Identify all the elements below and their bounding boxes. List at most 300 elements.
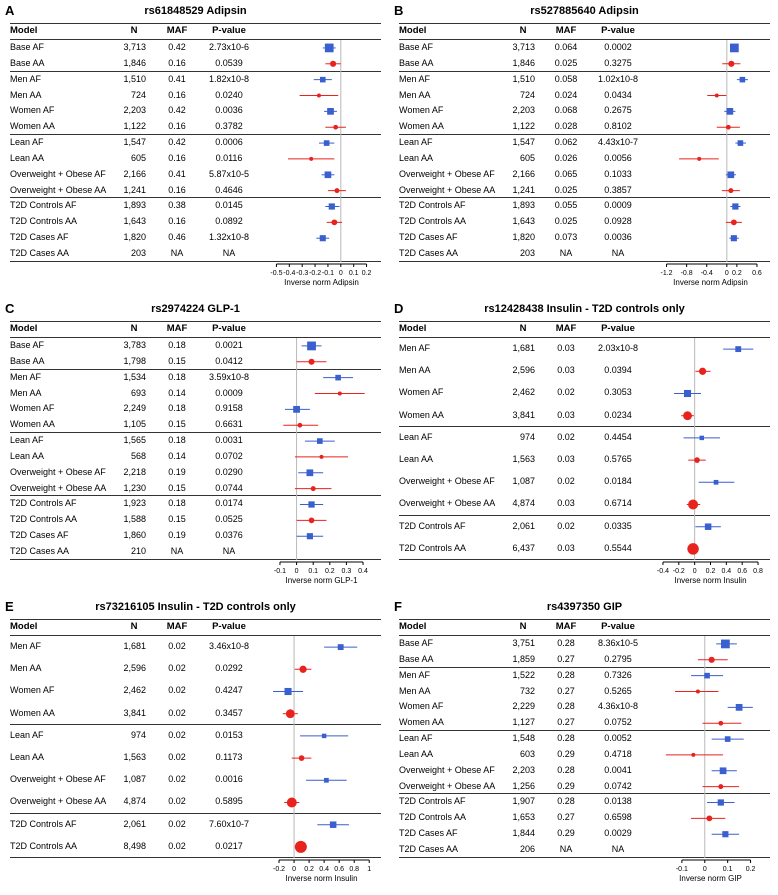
panel-letter: D bbox=[394, 301, 404, 316]
plot-spacer bbox=[651, 493, 770, 514]
model-cell: T2D Controls AF bbox=[10, 818, 77, 829]
plot-spacer bbox=[651, 538, 770, 559]
model-cell: Overweight + Obese AF bbox=[399, 168, 495, 179]
panel-title: rs2974224 GLP-1 bbox=[151, 303, 240, 315]
model-cell: Overweight + Obese AF bbox=[399, 476, 495, 487]
model-cell: Men AA bbox=[399, 365, 431, 376]
p-cell: 0.0434 bbox=[604, 89, 632, 100]
x-tick-label: 0.4 bbox=[319, 866, 329, 873]
n-cell: 1,510 bbox=[512, 73, 535, 84]
p-cell: 0.3053 bbox=[604, 387, 632, 398]
column-header-p-value: P-value bbox=[212, 25, 246, 36]
panel-title: rs73216105 Insulin - T2D controls only bbox=[95, 601, 296, 613]
model-cell: Base AF bbox=[10, 340, 45, 350]
column-header-p-value: P-value bbox=[601, 25, 635, 36]
x-tick-label: 0.2 bbox=[705, 568, 716, 575]
n-cell: 1,907 bbox=[512, 796, 535, 807]
model-cell: T2D Controls AA bbox=[10, 840, 78, 851]
plot-spacer bbox=[651, 135, 770, 150]
model-cell: T2D Controls AF bbox=[399, 796, 466, 807]
maf-cell: NA bbox=[559, 843, 573, 854]
table-row bbox=[10, 214, 381, 230]
plot-spacer bbox=[262, 528, 381, 543]
n-cell: 1,547 bbox=[123, 137, 146, 148]
table-row bbox=[10, 836, 381, 858]
n-cell: 1,643 bbox=[512, 216, 535, 227]
table-row bbox=[399, 684, 770, 700]
n-cell: 1,846 bbox=[123, 57, 146, 68]
table-row bbox=[399, 779, 770, 795]
column-header-n: N bbox=[130, 323, 138, 334]
n-cell: 1,588 bbox=[123, 514, 146, 525]
plot-spacer bbox=[651, 24, 770, 39]
model-cell: Women AF bbox=[10, 685, 55, 696]
model-cell: Overweight + Obese AF bbox=[10, 168, 106, 179]
maf-cell: 0.058 bbox=[554, 73, 578, 84]
plot-spacer bbox=[262, 246, 381, 261]
plot-spacer bbox=[262, 119, 381, 134]
x-tick-label: 0.6 bbox=[334, 866, 345, 873]
n-cell: 724 bbox=[519, 89, 535, 100]
x-axis-title: Inverse norm Adipsin bbox=[673, 278, 748, 287]
model-cell: T2D Controls AA bbox=[399, 542, 467, 553]
p-cell: NA bbox=[222, 247, 236, 258]
p-cell: 0.0752 bbox=[604, 717, 632, 728]
maf-cell: 0.03 bbox=[557, 365, 575, 376]
model-cell: Women AF bbox=[10, 105, 55, 116]
maf-cell: 0.02 bbox=[168, 729, 186, 740]
column-header-model: Model bbox=[399, 621, 427, 632]
n-cell: 1,563 bbox=[512, 453, 535, 464]
column-header-n: N bbox=[519, 25, 527, 36]
table-row bbox=[10, 119, 381, 135]
plot-spacer bbox=[651, 731, 770, 746]
x-tick-label: 0 bbox=[692, 568, 697, 575]
p-cell: 0.0031 bbox=[215, 435, 243, 446]
table-row bbox=[399, 72, 770, 88]
column-header-model: Model bbox=[10, 25, 38, 36]
n-cell: 2,462 bbox=[123, 685, 146, 696]
maf-cell: 0.02 bbox=[557, 387, 575, 398]
table-row bbox=[399, 810, 770, 826]
panel-content bbox=[399, 321, 770, 594]
n-cell: 2,061 bbox=[512, 520, 535, 531]
column-header-p-value: P-value bbox=[212, 621, 246, 632]
n-cell: 2,218 bbox=[123, 466, 146, 477]
model-cell: Men AA bbox=[399, 685, 431, 696]
plot-spacer bbox=[651, 382, 770, 403]
maf-cell: 0.27 bbox=[557, 812, 575, 823]
table-row bbox=[10, 135, 381, 151]
plot-spacer bbox=[262, 135, 381, 150]
maf-cell: 0.16 bbox=[168, 121, 186, 132]
plot-spacer bbox=[651, 826, 770, 841]
maf-cell: 0.28 bbox=[557, 701, 575, 712]
plot-spacer bbox=[651, 747, 770, 762]
maf-cell: 0.068 bbox=[554, 105, 578, 116]
n-cell: 1,643 bbox=[123, 216, 146, 227]
x-tick-label: 0.2 bbox=[361, 270, 372, 277]
p-cell: 5.87x10-5 bbox=[208, 168, 250, 179]
table-row bbox=[399, 747, 770, 763]
p-cell: 0.4718 bbox=[604, 748, 632, 759]
n-cell: 1,565 bbox=[123, 435, 146, 446]
plot-spacer bbox=[262, 703, 381, 724]
x-tick-label: 1 bbox=[367, 866, 372, 873]
model-cell: T2D Cases AF bbox=[399, 232, 458, 243]
axis-space bbox=[10, 858, 381, 892]
p-cell: 0.7326 bbox=[604, 669, 632, 680]
table-header-row bbox=[399, 23, 770, 40]
p-cell: 0.4454 bbox=[604, 431, 632, 442]
plot-spacer bbox=[651, 620, 770, 635]
plot-spacer bbox=[262, 836, 381, 857]
model-cell: Men AA bbox=[10, 89, 42, 100]
n-cell: 732 bbox=[519, 685, 535, 696]
plot-spacer bbox=[262, 40, 381, 55]
n-cell: 2,203 bbox=[512, 764, 535, 775]
maf-cell: 0.28 bbox=[557, 669, 575, 680]
p-cell: 0.0056 bbox=[604, 152, 632, 163]
maf-cell: 0.41 bbox=[168, 168, 186, 179]
p-cell: 0.0016 bbox=[215, 774, 243, 785]
model-cell: Overweight + Obese AA bbox=[399, 780, 496, 791]
x-tick-label: -0.1 bbox=[675, 866, 688, 873]
panel-head bbox=[394, 3, 770, 23]
n-cell: 3,713 bbox=[123, 42, 146, 52]
x-tick-label: -0.1 bbox=[273, 568, 286, 575]
panel-head bbox=[5, 301, 381, 321]
x-tick-label: 0.8 bbox=[753, 568, 763, 575]
plot-spacer bbox=[262, 198, 381, 213]
x-tick-label: -0.4 bbox=[700, 270, 713, 277]
model-cell: Women AA bbox=[10, 707, 55, 718]
table-row bbox=[399, 167, 770, 183]
plot-spacer bbox=[262, 769, 381, 790]
table-row bbox=[399, 246, 770, 262]
model-cell: Base AF bbox=[399, 638, 434, 648]
model-cell: Lean AA bbox=[10, 450, 45, 461]
model-cell: Overweight + Obese AA bbox=[399, 498, 496, 509]
table-row bbox=[10, 747, 381, 769]
x-axis-title: Inverse norm Insulin bbox=[285, 874, 358, 883]
x-tick-label: -0.5 bbox=[270, 270, 283, 277]
plot-spacer bbox=[651, 516, 770, 537]
table-row bbox=[10, 401, 381, 417]
axis-space bbox=[399, 858, 770, 892]
plot-spacer bbox=[262, 449, 381, 464]
model-cell: T2D Cases AA bbox=[10, 247, 70, 258]
table-row bbox=[399, 668, 770, 684]
plot-spacer bbox=[262, 747, 381, 768]
x-axis-title: Inverse norm GLP-1 bbox=[285, 576, 358, 585]
maf-cell: 0.025 bbox=[554, 184, 578, 195]
plot-spacer bbox=[651, 763, 770, 778]
maf-cell: 0.073 bbox=[554, 232, 578, 243]
maf-cell: 0.062 bbox=[554, 137, 578, 148]
p-cell: 0.0184 bbox=[604, 476, 632, 487]
maf-cell: 0.028 bbox=[554, 121, 578, 132]
table-header-row bbox=[399, 321, 770, 338]
plot-spacer bbox=[651, 405, 770, 426]
p-cell: 0.0928 bbox=[604, 216, 632, 227]
panel-head bbox=[394, 301, 770, 321]
p-cell: 0.3782 bbox=[215, 121, 243, 132]
p-cell: 2.03x10-8 bbox=[597, 343, 639, 353]
x-tick-label: -0.2 bbox=[672, 568, 685, 575]
x-tick-label: -0.4 bbox=[283, 270, 296, 277]
plot-spacer bbox=[262, 354, 381, 369]
panel-content bbox=[399, 619, 770, 892]
x-tick-label: 0 bbox=[292, 866, 297, 873]
p-cell: NA bbox=[611, 843, 625, 854]
p-cell: 0.0240 bbox=[215, 89, 243, 100]
n-cell: 1,127 bbox=[512, 717, 535, 728]
plot-spacer bbox=[262, 433, 381, 448]
maf-cell: 0.29 bbox=[557, 748, 575, 759]
plot-spacer bbox=[262, 322, 381, 337]
table-row bbox=[399, 56, 770, 72]
maf-cell: 0.28 bbox=[557, 733, 575, 744]
table-row bbox=[399, 119, 770, 135]
model-cell: Lean AA bbox=[399, 748, 434, 759]
x-tick-label: 0.3 bbox=[341, 568, 352, 575]
maf-cell: 0.42 bbox=[168, 137, 186, 148]
p-cell: 0.0892 bbox=[215, 216, 243, 227]
model-cell: Lean AA bbox=[399, 152, 434, 163]
p-cell: 0.1033 bbox=[604, 168, 632, 179]
n-cell: 1,547 bbox=[512, 137, 535, 148]
table-row bbox=[399, 427, 770, 449]
model-cell: Men AF bbox=[399, 73, 431, 84]
x-tick-label: 0.1 bbox=[308, 568, 319, 575]
plot-spacer bbox=[262, 88, 381, 103]
p-cell: 0.9158 bbox=[215, 403, 243, 414]
plot-spacer bbox=[651, 715, 770, 730]
model-cell: Men AA bbox=[10, 663, 42, 674]
maf-cell: 0.026 bbox=[554, 152, 578, 163]
table-row bbox=[399, 183, 770, 199]
model-cell: Women AA bbox=[10, 419, 55, 430]
plot-spacer bbox=[651, 167, 770, 182]
x-tick-label: -0.3 bbox=[296, 270, 309, 277]
plot-spacer bbox=[651, 40, 770, 55]
maf-cell: 0.02 bbox=[168, 751, 186, 762]
plot-spacer bbox=[262, 814, 381, 835]
n-cell: 6,437 bbox=[512, 542, 535, 553]
p-cell: 0.0041 bbox=[604, 764, 632, 775]
p-cell: 0.4247 bbox=[215, 685, 243, 696]
x-tick-label: 0 bbox=[724, 270, 729, 277]
maf-cell: NA bbox=[170, 545, 184, 556]
plot-spacer bbox=[262, 658, 381, 679]
model-cell: Men AA bbox=[399, 89, 431, 100]
column-header-maf: MAF bbox=[555, 323, 577, 334]
plot-spacer bbox=[651, 652, 770, 667]
plot-spacer bbox=[651, 72, 770, 87]
panel-title: rs4397350 GIP bbox=[546, 601, 623, 613]
plot-spacer bbox=[651, 88, 770, 103]
axis-space bbox=[399, 262, 770, 296]
model-cell: Men AF bbox=[399, 343, 431, 353]
plot-spacer bbox=[262, 481, 381, 496]
table-row bbox=[10, 433, 381, 449]
model-cell: Lean AF bbox=[399, 137, 433, 148]
p-cell: 0.0292 bbox=[215, 663, 243, 674]
p-cell: 0.0217 bbox=[215, 840, 243, 851]
table-row bbox=[10, 72, 381, 88]
model-cell: Overweight + Obese AF bbox=[10, 466, 106, 477]
model-cell: Overweight + Obese AA bbox=[10, 796, 107, 807]
panel-b bbox=[389, 0, 778, 298]
p-cell: 1.32x10-8 bbox=[208, 232, 250, 243]
maf-cell: 0.27 bbox=[557, 717, 575, 728]
maf-cell: 0.27 bbox=[557, 685, 575, 696]
plot-spacer bbox=[651, 449, 770, 470]
plot-spacer bbox=[651, 471, 770, 492]
plot-spacer bbox=[651, 668, 770, 683]
table-row bbox=[10, 103, 381, 119]
panel-f bbox=[389, 596, 778, 895]
model-cell: Base AF bbox=[399, 42, 434, 52]
column-header-maf: MAF bbox=[555, 25, 577, 36]
maf-cell: 0.065 bbox=[554, 168, 578, 179]
p-cell: 0.0021 bbox=[215, 340, 243, 350]
column-header-n: N bbox=[130, 621, 138, 632]
panel-title: rs12428438 Insulin - T2D controls only bbox=[484, 303, 685, 315]
table-row bbox=[399, 103, 770, 119]
plot-spacer bbox=[262, 401, 381, 416]
plot-spacer bbox=[262, 544, 381, 559]
table-row bbox=[399, 731, 770, 747]
p-cell: 0.2795 bbox=[604, 653, 632, 664]
panel-head bbox=[5, 3, 381, 23]
maf-cell: 0.28 bbox=[557, 796, 575, 807]
table-row bbox=[10, 703, 381, 725]
n-cell: 3,751 bbox=[512, 638, 535, 648]
n-cell: 206 bbox=[519, 843, 535, 854]
n-cell: 974 bbox=[130, 729, 146, 740]
table-row bbox=[10, 183, 381, 199]
x-tick-label: 0.2 bbox=[745, 866, 756, 873]
plot-spacer bbox=[651, 699, 770, 714]
maf-cell: 0.064 bbox=[554, 42, 578, 52]
maf-cell: 0.18 bbox=[168, 340, 186, 350]
model-cell: Women AF bbox=[10, 403, 55, 414]
plot-spacer bbox=[651, 794, 770, 809]
p-cell: 0.0702 bbox=[215, 450, 243, 461]
plot-spacer bbox=[262, 72, 381, 87]
maf-cell: 0.28 bbox=[557, 638, 575, 648]
n-cell: 1,681 bbox=[123, 641, 146, 651]
plot-spacer bbox=[651, 684, 770, 699]
maf-cell: 0.46 bbox=[168, 232, 186, 243]
column-header-model: Model bbox=[10, 621, 38, 632]
n-cell: 724 bbox=[130, 89, 146, 100]
panel-content bbox=[10, 321, 381, 594]
n-cell: 1,893 bbox=[123, 200, 146, 211]
table-row bbox=[399, 652, 770, 668]
n-cell: 4,874 bbox=[123, 796, 146, 807]
model-cell: Lean AA bbox=[10, 751, 45, 762]
n-cell: 4,874 bbox=[512, 498, 535, 509]
maf-cell: 0.14 bbox=[168, 450, 186, 461]
p-cell: 2.73x10-6 bbox=[208, 42, 250, 52]
plot-spacer bbox=[651, 360, 770, 381]
table-row bbox=[10, 496, 381, 512]
model-cell: Lean AF bbox=[10, 137, 44, 148]
table-row bbox=[10, 198, 381, 214]
model-cell: Women AA bbox=[10, 121, 55, 132]
table-row bbox=[399, 763, 770, 779]
p-cell: 0.0290 bbox=[215, 466, 243, 477]
maf-cell: 0.03 bbox=[557, 453, 575, 464]
n-cell: 3,841 bbox=[512, 409, 535, 420]
n-cell: 1,681 bbox=[512, 343, 535, 353]
p-cell: 7.60x10-7 bbox=[208, 818, 250, 829]
table-row bbox=[10, 230, 381, 246]
table-row bbox=[10, 167, 381, 183]
panel-a bbox=[0, 0, 389, 298]
table-row bbox=[10, 544, 381, 560]
table-row bbox=[10, 449, 381, 465]
table-row bbox=[399, 405, 770, 427]
plot-spacer bbox=[651, 842, 770, 857]
n-cell: 1,087 bbox=[123, 774, 146, 785]
panel-c bbox=[0, 298, 389, 596]
n-cell: 3,713 bbox=[512, 42, 535, 52]
table-row bbox=[399, 338, 770, 360]
plot-spacer bbox=[651, 246, 770, 261]
maf-cell: 0.02 bbox=[557, 431, 575, 442]
plot-spacer bbox=[651, 119, 770, 134]
x-tick-label: 0.2 bbox=[304, 866, 314, 873]
p-cell: 0.0009 bbox=[604, 200, 632, 211]
n-cell: 210 bbox=[130, 545, 146, 556]
model-cell: Women AF bbox=[399, 105, 444, 116]
model-cell: Men AF bbox=[10, 641, 42, 651]
maf-cell: 0.02 bbox=[168, 840, 186, 851]
maf-cell: 0.03 bbox=[557, 498, 575, 509]
n-cell: 1,844 bbox=[512, 828, 535, 839]
p-cell: 0.0052 bbox=[604, 733, 632, 744]
p-cell: 0.0174 bbox=[215, 498, 243, 509]
table-row bbox=[399, 699, 770, 715]
p-cell: 0.0138 bbox=[604, 796, 632, 807]
p-cell: 0.4646 bbox=[215, 184, 243, 195]
table-row bbox=[10, 791, 381, 813]
column-header-model: Model bbox=[399, 25, 427, 36]
model-cell: T2D Cases AA bbox=[10, 545, 70, 556]
p-cell: 0.1173 bbox=[215, 751, 243, 762]
model-cell: Overweight + Obese AA bbox=[10, 184, 107, 195]
maf-cell: 0.16 bbox=[168, 152, 186, 163]
x-axis-title: Inverse norm Insulin bbox=[674, 576, 747, 585]
table-row bbox=[10, 417, 381, 433]
n-cell: 1,923 bbox=[123, 498, 146, 509]
p-cell: 8.36x10-5 bbox=[597, 638, 639, 648]
n-cell: 1,846 bbox=[512, 57, 535, 68]
x-tick-label: 0.8 bbox=[349, 866, 360, 873]
x-tick-label: 0.4 bbox=[358, 568, 368, 575]
column-header-p-value: P-value bbox=[601, 323, 635, 334]
p-cell: 0.0036 bbox=[215, 105, 243, 116]
n-cell: 2,061 bbox=[123, 818, 146, 829]
plot-spacer bbox=[262, 103, 381, 118]
maf-cell: 0.29 bbox=[557, 828, 575, 839]
n-cell: 1,241 bbox=[512, 184, 535, 195]
p-cell: 0.0009 bbox=[215, 387, 243, 398]
